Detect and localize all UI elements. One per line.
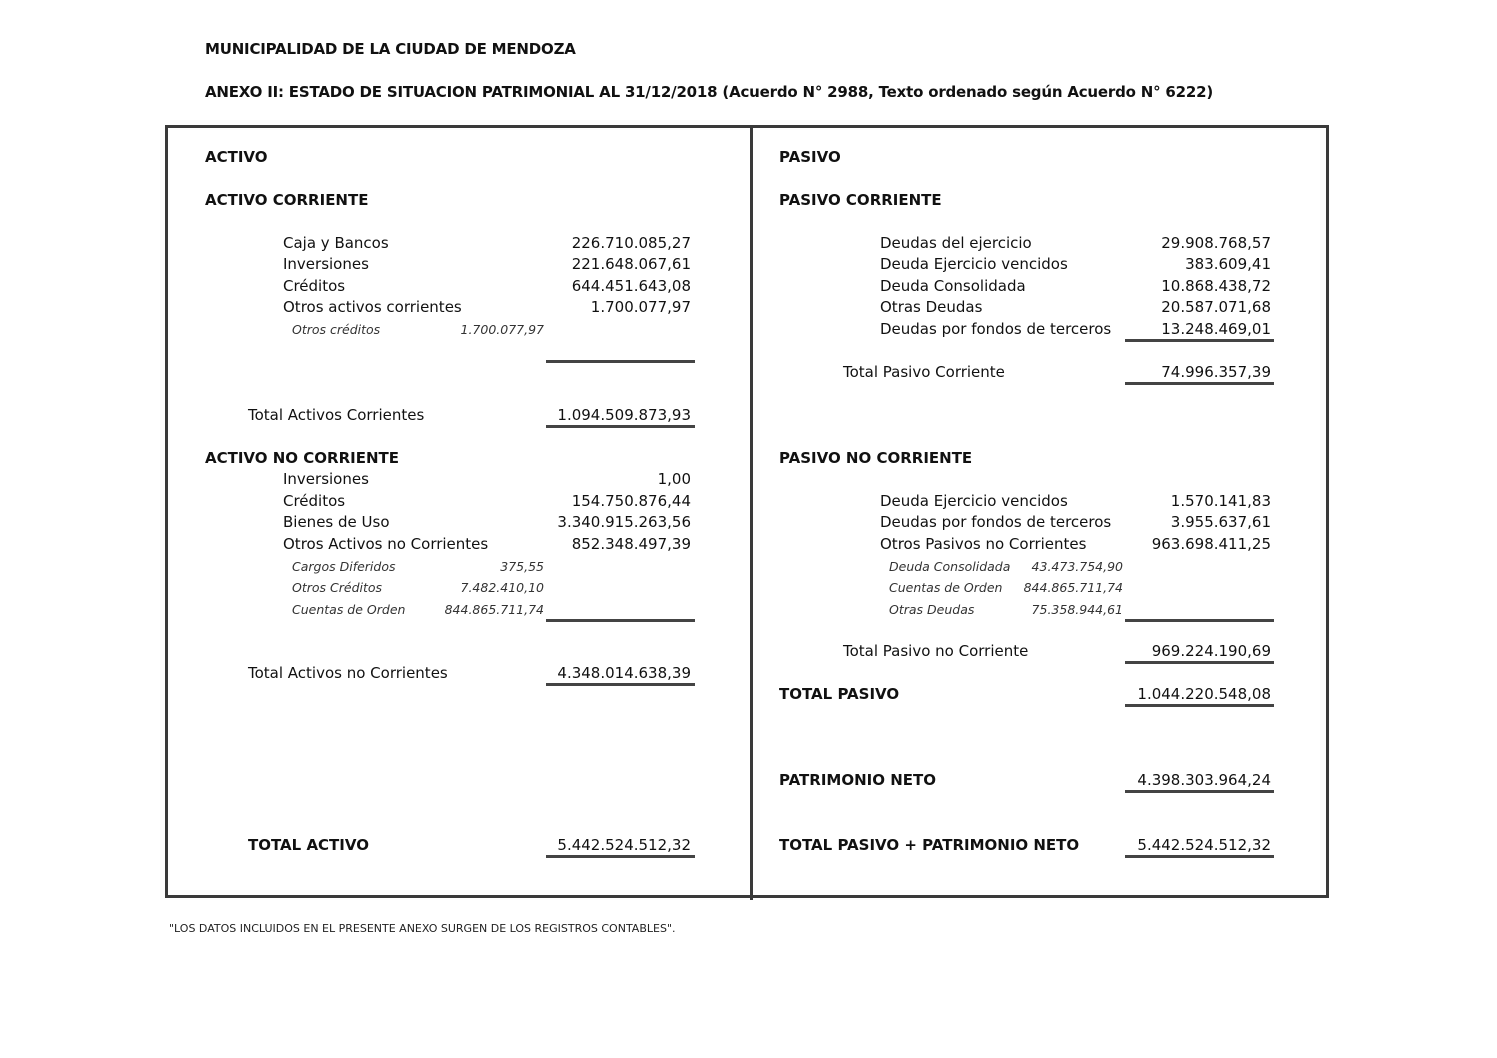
total-activo-label: TOTAL ACTIVO — [248, 836, 369, 854]
total-rule — [546, 425, 695, 428]
item-value: 963.698.411,25 — [1151, 535, 1271, 553]
item-label: Otros Pasivos no Corrientes — [880, 535, 1087, 553]
total-rule — [1125, 382, 1274, 385]
item-label: Deuda Consolidada — [880, 277, 1026, 295]
subtotal-rule — [546, 360, 695, 363]
item-value: 383.609,41 — [1185, 255, 1271, 273]
item-label: Deuda Ejercicio vencidos — [880, 255, 1068, 273]
item-value: 1.700.077,97 — [590, 298, 691, 316]
pasivo-heading: PASIVO — [779, 148, 841, 166]
item-label: Créditos — [283, 277, 346, 295]
item-value: 3.955.637,61 — [1170, 513, 1271, 531]
item-label: Deudas del ejercicio — [880, 234, 1032, 252]
total-rule — [546, 855, 695, 858]
item-label: Otros activos corrientes — [283, 298, 462, 316]
detail-value: 844.865.711,74 — [444, 602, 544, 617]
item-label: Deuda Ejercicio vencidos — [880, 492, 1068, 510]
patrimonio-neto-label: PATRIMONIO NETO — [779, 771, 936, 789]
total-pasivo-value: 1.044.220.548,08 — [1137, 685, 1271, 703]
total-rule — [546, 683, 695, 686]
total-pasivo-pn-label: TOTAL PASIVO + PATRIMONIO NETO — [779, 836, 1080, 854]
total-pasivo-no-corriente-label: Total Pasivo no Corriente — [843, 642, 1029, 660]
item-label: Deudas por fondos de terceros — [880, 513, 1112, 531]
detail-value: 43.473.754,90 — [1031, 559, 1123, 574]
patrimonio-neto-value: 4.398.303.964,24 — [1137, 771, 1271, 789]
document-title: ANEXO II: ESTADO DE SITUACION PATRIMONIAL AL 31/12/2018 (Acuerdo N° 2988, Texto ordenado según Acuerdo N° 6222) — [205, 83, 1214, 101]
total-pasivo-corriente-label: Total Pasivo Corriente — [843, 363, 1005, 381]
detail-label: Cuentas de Orden — [292, 602, 406, 617]
total-rule — [1125, 704, 1274, 707]
total-rule — [1125, 855, 1274, 858]
item-value: 154.750.876,44 — [571, 492, 691, 510]
item-value: 3.340.915.263,56 — [557, 513, 691, 531]
detail-label: Cuentas de Orden — [889, 580, 1003, 595]
item-value: 10.868.438,72 — [1161, 277, 1271, 295]
total-rule — [1125, 790, 1274, 793]
item-label: Otras Deudas — [880, 298, 983, 316]
detail-value: 375,55 — [500, 559, 544, 574]
total-pasivo-corriente-value: 74.996.357,39 — [1161, 363, 1271, 381]
subtotal-rule — [1125, 619, 1274, 622]
item-value: 13.248.469,01 — [1161, 320, 1271, 338]
total-activos-no-corrientes-label: Total Activos no Corrientes — [248, 664, 448, 682]
item-value: 221.648.067,61 — [571, 255, 691, 273]
detail-value: 7.482.410,10 — [460, 580, 544, 595]
item-label: Inversiones — [283, 470, 369, 488]
item-label: Caja y Bancos — [283, 234, 389, 252]
item-value: 1.570.141,83 — [1170, 492, 1271, 510]
detail-label: Otros créditos — [292, 322, 381, 337]
total-activos-corrientes-value: 1.094.509.873,93 — [557, 406, 691, 424]
item-label: Bienes de Uso — [283, 513, 390, 531]
item-label: Otros Activos no Corrientes — [283, 535, 489, 553]
total-activos-corrientes-label: Total Activos Corrientes — [248, 406, 425, 424]
total-activo-value: 5.442.524.512,32 — [557, 836, 691, 854]
activo-corriente-heading: ACTIVO CORRIENTE — [205, 191, 369, 209]
item-value: 20.587.071,68 — [1161, 298, 1271, 316]
item-value: 852.348.497,39 — [571, 535, 691, 553]
detail-value: 844.865.711,74 — [1023, 580, 1123, 595]
pasivo-corriente-heading: PASIVO CORRIENTE — [779, 191, 942, 209]
total-pasivo-label: TOTAL PASIVO — [779, 685, 900, 703]
item-label: Créditos — [283, 492, 346, 510]
detail-label: Otras Deudas — [889, 602, 975, 617]
item-value: 1,00 — [657, 470, 691, 488]
subtotal-rule — [1125, 339, 1274, 342]
activo-heading: ACTIVO — [205, 148, 268, 166]
detail-label: Otros Créditos — [292, 580, 383, 595]
column-divider — [750, 125, 753, 900]
footer-note: "LOS DATOS INCLUIDOS EN EL PRESENTE ANEXO SURGEN DE LOS REGISTROS CONTABLES". — [169, 922, 676, 935]
detail-label: Deuda Consolidada — [889, 559, 1011, 574]
item-label: Inversiones — [283, 255, 369, 273]
total-pasivo-no-corriente-value: 969.224.190,69 — [1151, 642, 1271, 660]
subtotal-rule — [546, 619, 695, 622]
item-value: 226.710.085,27 — [571, 234, 691, 252]
detail-value: 1.700.077,97 — [460, 322, 544, 337]
detail-label: Cargos Diferidos — [292, 559, 396, 574]
activo-no-corriente-heading: ACTIVO NO CORRIENTE — [205, 449, 399, 467]
total-pasivo-pn-value: 5.442.524.512,32 — [1137, 836, 1271, 854]
item-value: 644.451.643,08 — [571, 277, 691, 295]
detail-value: 75.358.944,61 — [1031, 602, 1123, 617]
pasivo-no-corriente-heading: PASIVO NO CORRIENTE — [779, 449, 973, 467]
total-rule — [1125, 661, 1274, 664]
item-value: 29.908.768,57 — [1161, 234, 1271, 252]
entity-name: MUNICIPALIDAD DE LA CIUDAD DE MENDOZA — [205, 40, 576, 58]
item-label: Deudas por fondos de terceros — [880, 320, 1112, 338]
total-activos-no-corrientes-value: 4.348.014.638,39 — [557, 664, 691, 682]
